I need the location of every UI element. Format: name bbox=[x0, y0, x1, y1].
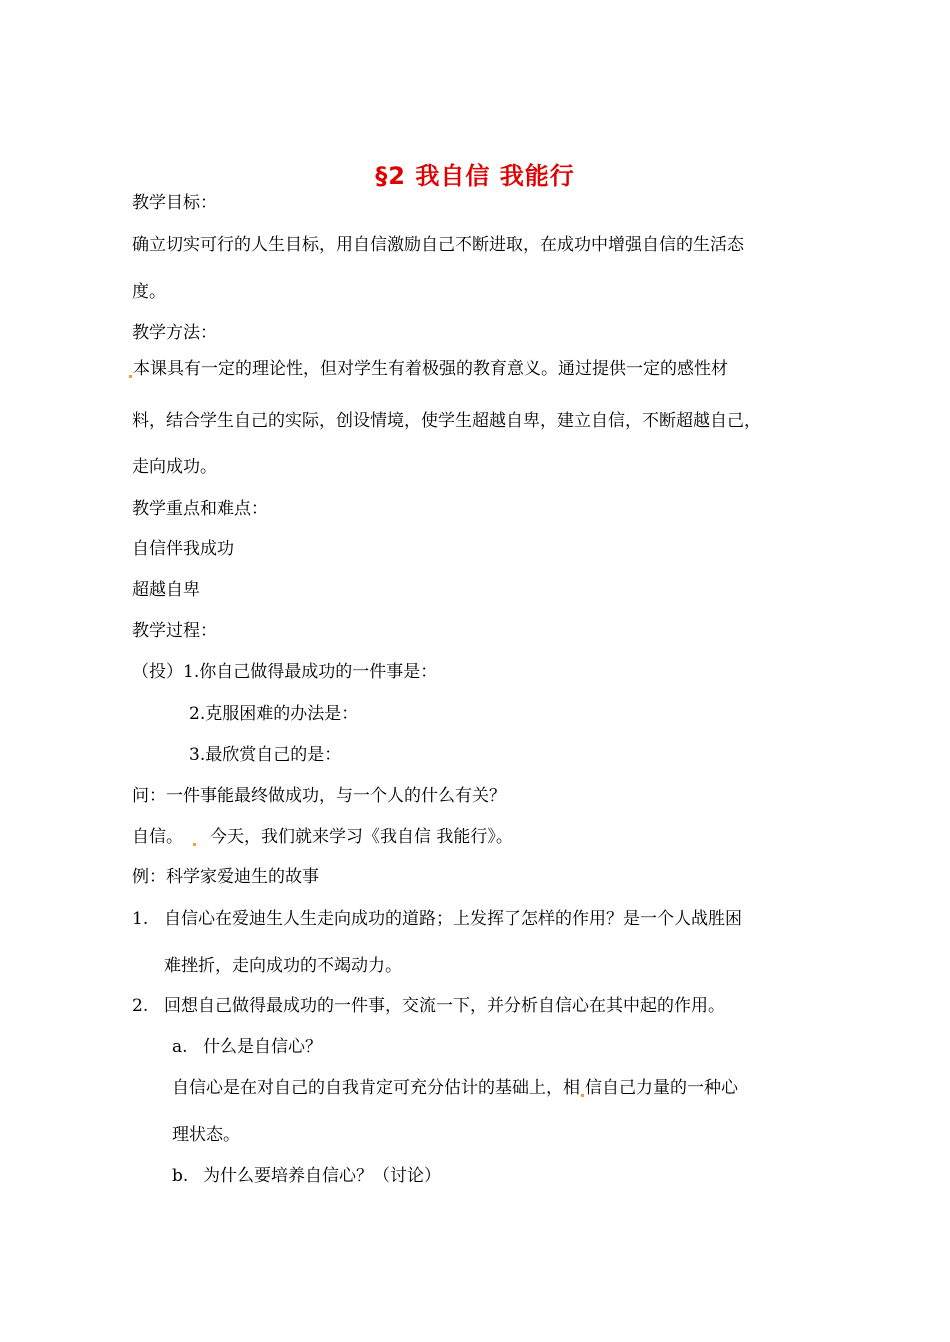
question-line: 问：一件事能最终做成功，与一个人的什么有关？ bbox=[132, 786, 506, 806]
heading-process: 教学过程： bbox=[132, 621, 217, 641]
mark-dot bbox=[193, 843, 196, 846]
heading-objectives: 教学目标： bbox=[132, 193, 217, 213]
example-heading: 例：科学家爱迪生的故事 bbox=[132, 867, 319, 887]
sublist-letter: b. bbox=[172, 1166, 189, 1186]
definition-line: 自信心是在对自己的自我肯定可充分估计的基础上，相 信自己力量的一种心 bbox=[172, 1078, 738, 1098]
process-item: 2.克服困难的办法是： bbox=[189, 704, 359, 724]
definition-line: 理状态。 bbox=[172, 1125, 240, 1145]
paragraph-line: 本课具有一定的理论性，但对学生有着极强的教育意义。通过提供一定的感性材 bbox=[128, 358, 728, 380]
key-point-item: 超越自卑 bbox=[132, 580, 200, 600]
paragraph-line: 料，结合学生自己的实际，创设情境，使学生超越自卑，建立自信，不断超越自己， bbox=[132, 411, 761, 431]
list-item-text: 难挫折，走向成功的不竭动力。 bbox=[164, 956, 402, 976]
heading-key-points: 教学重点和难点： bbox=[132, 499, 268, 519]
process-item: 3.最欣赏自己的是： bbox=[189, 745, 342, 765]
list-number: 1. bbox=[132, 909, 149, 929]
mark-dot bbox=[581, 1094, 584, 1097]
process-item: （投）1.你自己做得最成功的一件事是： bbox=[132, 662, 438, 682]
mark-dot bbox=[129, 375, 132, 378]
list-item-text: 回想自己做得最成功的一件事，交流一下，并分析自信心在其中起的作用。 bbox=[164, 996, 725, 1016]
paragraph-line: 确立切实可行的人生目标，用自信激励自己不断进取，在成功中增强自信的生活态 bbox=[132, 235, 744, 255]
sublist-letter: a. bbox=[172, 1037, 188, 1057]
list-item-text: 自信心在爱迪生人生走向成功的道路；上发挥了怎样的作用？是一个人战胜困 bbox=[164, 909, 742, 929]
paragraph-line: 走向成功。 bbox=[132, 457, 217, 477]
sublist-item-text: 为什么要培养自信心？（讨论） bbox=[203, 1166, 441, 1186]
list-number: 2. bbox=[132, 996, 149, 1016]
key-point-item: 自信伴我成功 bbox=[132, 539, 234, 559]
answer-line: 自信。 今天，我们就来学习《我自信 我能行》。 bbox=[132, 827, 513, 847]
page-title: §2 我自信 我能行 bbox=[375, 162, 575, 190]
sublist-item-text: 什么是自信心？ bbox=[203, 1037, 322, 1057]
paragraph-line: 度。 bbox=[132, 282, 166, 302]
heading-methods: 教学方法： bbox=[132, 323, 217, 343]
